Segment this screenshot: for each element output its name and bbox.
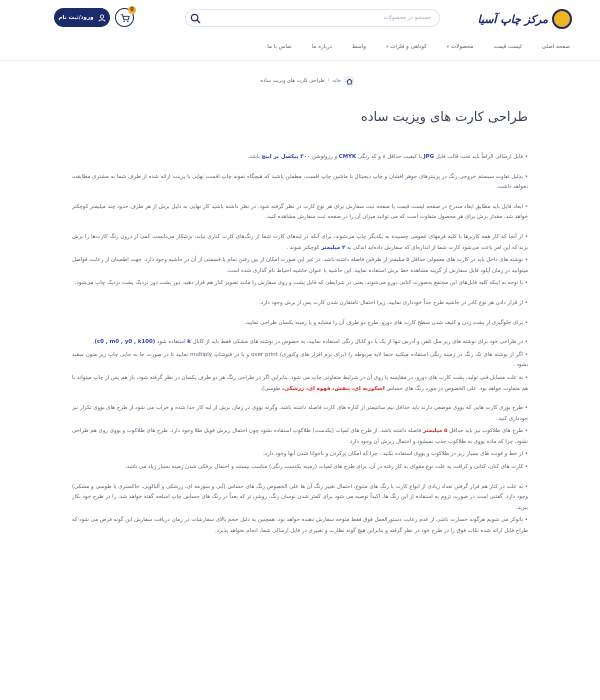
article-paragraph: • نوشته های داخل باید در کارت های معمولی حداقل ۵ میلیمتر از طرفین فاصله داشته باشد. در غیر این صورت امکان از بین رفتن تمام یا قسمتی از آن در حاشیه وجود دارد. جهت اطمینان از رعایت فواصل میتوانید در زمان آپلود فایل سفارش از گزینه مشاهده خط برش استفاده نمایید. این حاشیه با عنوان حاشیه احتیاط نام گذاری شده است.: [72, 257, 528, 274]
highlight-text: ۳۰۰ پیکسل بر اینچ: [261, 154, 311, 160]
text-run: .: [92, 339, 95, 346]
highlight-text: ۲ میلیمتر: [321, 244, 346, 251]
user-icon: [98, 14, 106, 22]
article-paragraph: • برای جلوگیری از پشت زدن و کثیف شدن سطح کارت های دورو، طرح دو طرف آن را مشابه و یا زمینه یکسان طراحی نمایید.: [244, 319, 528, 326]
article-paragraph: • کارت های کنان، کتانی و کرافت به علت نوع مقوای به کار رفته در آن، برای طرح های لمپات (زمینه یکدست رنگی) مناسب نیستند و احتمال برفکی شدن زمینه بسیار زیاد می باشد.: [125, 464, 528, 471]
nav-item-label: تماس با ما: [267, 44, 292, 50]
article-paragraph: • باتوکر می شویم هرگونه خسارت ناشی از عدم رعایت دستورالعمل فوق فقط متوجه سفارش دهنده خواهد بود. همچنین به دلیل حجم بالای سفارشات در زمان دریافت سفارش این گونه فرض می شود که طراح فایل ارائه شده نکات فوق را در طرح خود در نظر گرفته و بنابراین هیچ گونه نظارت و تغییری در فایل ارسالی شما، انجام نخواهد پذیرد.: [72, 517, 528, 535]
chevron-down-icon: ▾: [446, 44, 449, 50]
nav-item-label: محصولات: [451, 44, 474, 50]
text-run: کوچکتر شوند .: [286, 244, 322, 251]
article-paragraph: [72, 152, 528, 163]
article-paragraph: • طرح یوزی کارت هایی که یووی موضعی دارند باید حداقل نیم سانتیمتر از کناره های کارت فاصله داشته باشد، وگرنه یووی در زمان برش از لبه کار جدا شده و خراب می شود.از طرح های یووی تکرار نیز خودداری کنید.: [72, 405, 528, 422]
article-paragraph: [72, 426, 528, 447]
highlight-text: ۵ میلیمتر: [423, 428, 448, 435]
search-bar: [185, 9, 440, 27]
site-logo[interactable]: [477, 8, 572, 30]
nav-item-label: واسط: [351, 44, 366, 50]
nav-item-contact[interactable]: [257, 44, 301, 50]
text-run: • به علت مسایل فنی تولید، پشت کارت های دورو، در مقایسه با روی آن در شرایط متفاوتی چاپ می شود. بنابراین اگر در طراحی رنگ هر دو طرف یکسان در نظر گرفته شود، باز هم پس از چاپ میتواند با هم متفاوت خواهد بود. علی الخصوص در مورد رنگ های حساس: [72, 374, 528, 392]
search-input[interactable]: [219, 10, 439, 26]
text-run: • از آنجا که کار همه کاربرها با کلیه فرمهای عمومی چسبیده به یکدیگر چاپ می‌شوند، برای آنکه در لبه‌های کارت شما از رنگ‌های کارت کناری نیاید، برشکار می‌بایست کمی از درون رنگ کارت‌ها را برش بزند که این امر باعث می‌شود کارت شما از اندازه‌ای که سفارش داده‌اید اندکی به: [72, 233, 528, 251]
text-run: استفاده شود: [155, 339, 188, 346]
nav-divider: [0, 60, 600, 61]
home-icon[interactable]: [344, 76, 354, 86]
article-paragraph: • از قرار دادن هر نوع کادر در حاشیه طرح جداً خودداری نمایید، زیرا احتمال نامتقارن شدن کارت پس از برش وجود دارد.: [259, 299, 528, 306]
nav-item-products[interactable]: [437, 44, 484, 50]
highlight-text: اسکوربه ای، بنفش، قهوه ای، زرشکی،: [282, 385, 385, 392]
cart-count-badge: 0: [128, 6, 136, 14]
article-paragraph: • بدلیل تفاوت سیستم خروجی رنگ در پرینترهای جوهر افشان و چاپ دیجیتال با ماشین چاپ افست، مطمئن باشید که هیچگاه نمونه چاپ افست نهایی با پرینت ارائه شده از طرف شما به مشتری مطابقت نخواهد داشت.: [72, 173, 528, 191]
breadcrumb-current: طراحی کارت های ویزیت ساده: [260, 78, 325, 84]
article-paragraph: • ابعاد فایل باید مطابق ابعاد مندرج در صفحه لیست قیمت یا صفحه ثبت سفارش برای هر نوع کارت در نظر گرفته شود. در نظر داشته باشید کار نهایی به دلیل برش از هر طرف حدود چند میلیمتر کوچکتر خواهد شد. مقدار برش برای هر محصول متفاوت است که می توانید میزان آن را در صفحه ثبت سفارش مشاهده کنید.: [72, 203, 528, 221]
highlight-text: CMYK: [338, 154, 357, 160]
breadcrumb: [260, 76, 354, 86]
chevron-down-icon: ▾: [385, 44, 389, 50]
text-run: طوسی).: [260, 385, 283, 392]
breadcrumb-home-link[interactable]: خانه: [332, 78, 341, 84]
nav-item-label: درباره ما: [311, 44, 332, 50]
page-title: طراحی کارت های ویزیت ساده: [360, 110, 528, 125]
nav-item-price-list[interactable]: [483, 44, 531, 50]
highlight-text: (c0 , m0 , y0 , k100): [94, 339, 156, 346]
logo-emblem-icon: [552, 9, 572, 29]
login-register-button[interactable]: [54, 8, 110, 27]
article-paragraph: • به علت در کنار هم قرار گرفتن تعداد زیادی از انواع کارت با رنگ های متنوع، احتمال تغییر رنگ آن ها علی الخصوص رنگ های حساس (آبی و سورمه ای، زرشکی و آلبالویی، خاکستری یا طوسی و مشکی) وجود دارد. گفتنی است در صورت تزوم به استفاده از این رنگ ها، اکیداً توصیه می شود برای کمتر شدن نوسان رنگ، روشن تر که بعداً در رنگ های حساس چاپ اسلحه گفته خواهد شد، را در طرح خود بکار ببرید.: [72, 483, 528, 511]
main-nav: [20, 40, 580, 54]
text-run: فاصله داشته باشد. از طرح های لمپات (یکدست) طلاکوب استفاده نشود چون احتمال ریزش فویل طلا وجود دارد. طرح های طلاکوب و یووی روی هم طراحی نشود، چرا که ماده یووی به طلاکوب جذب نمیشود و احتمال ریزش آن وجود دارد.: [72, 428, 528, 445]
nav-item-label: لیست قیمت: [493, 44, 522, 50]
article-body: [72, 152, 528, 546]
login-register-label: ورود/ثبت نام: [58, 14, 94, 21]
search-icon[interactable]: [190, 13, 201, 24]
nav-item-label: کوتاهی و فلزات: [390, 44, 427, 50]
nav-item-agents[interactable]: [342, 44, 376, 50]
nav-item-about[interactable]: [302, 44, 342, 50]
cart-button[interactable]: [115, 8, 134, 27]
breadcrumb-separator: /: [327, 78, 330, 84]
highlight-text: JPG: [423, 154, 435, 160]
house-icon: [346, 78, 353, 85]
cart-icon: [120, 13, 130, 23]
article-paragraph: [72, 337, 528, 348]
article-paragraph: • از خط و فونت های بسیار ریز در طلاکوب و یووی استفاده نکنید ، چرا که امکان پرکردن و ناخوانا شدن آنها وجود دارد.: [262, 451, 528, 458]
text-run: و رزولوشن: [310, 154, 339, 160]
nav-item-home[interactable]: [532, 44, 580, 50]
article-paragraph: • اگر از نوشته های تک رنگ در زمینه رنگی استفاده میکنید حتما لایه مربوطه را (برای نرم افزار های وکتوری) over print و یا در فتوشاپ multiply نمایید تا در صورت جا به جایی چاپ زیر متون سفید نشود .: [72, 351, 528, 369]
text-run: باشد.: [247, 154, 262, 160]
nav-item-metals[interactable]: [376, 44, 437, 50]
text-run: • فایل ارسالی الزاماً باید تحت قالب فایل: [434, 154, 528, 160]
article-paragraph: • با توجه به اینکه کلیه فایل‌های این مجتمع به‌صورت کتابی دورو می‌شوند، یعنی در شرایطی که فایل پشت و روی سفارش را مانند تصویر کنار هم قرار دهید. دور پشت دور نزدیک پشت نزدیک چاپ می‌شود.: [74, 280, 528, 287]
logo-text: مرکز چاپ آسیا: [477, 12, 548, 26]
article-paragraph: [72, 373, 528, 394]
text-run: با کیفیت حداقل ۸ و کد رنگی: [356, 154, 424, 160]
text-run: • طرح های طلاکوب نیز باید حداقل: [447, 428, 529, 435]
nav-item-label: صفحه اصلی: [541, 44, 570, 50]
top-header: [0, 0, 600, 36]
text-run: • در طراحی خود برای نوشته های ریز مثل تلفن و آدرس تنها از یک یا دو کانال رنگی استفاده نمایید، به خصوص در نوشته های مشکی فقط باید از کانال: [190, 339, 528, 346]
article-paragraph: [72, 232, 528, 253]
highlight-text: k: [187, 339, 191, 346]
